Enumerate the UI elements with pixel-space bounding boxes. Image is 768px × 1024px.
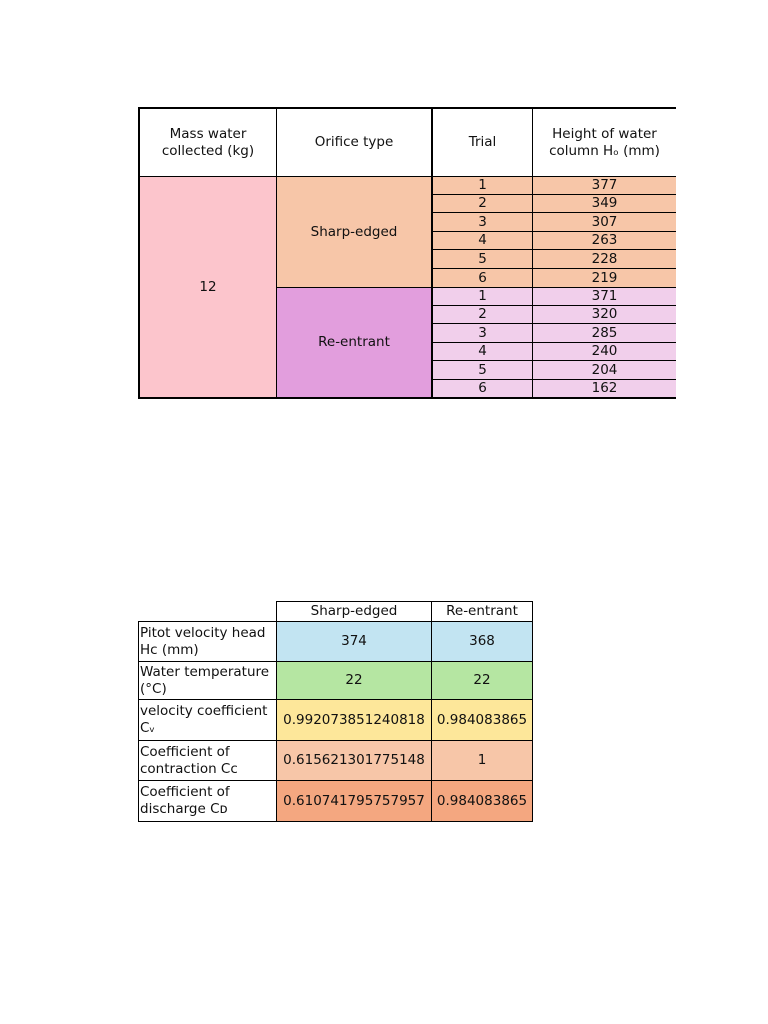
header-mass-water	[138, 107, 277, 177]
height-value: 162	[591, 380, 618, 396]
table-row-height	[532, 360, 676, 380]
height-value: 307	[591, 213, 618, 230]
trial-value: 4	[478, 343, 487, 359]
table-row-height	[532, 249, 676, 269]
trial-value: 1	[478, 288, 487, 304]
value-text: 0.984083865	[436, 711, 528, 728]
mass-value-cell	[138, 176, 277, 399]
height-value: 285	[591, 324, 618, 341]
header-orifice-type	[276, 107, 432, 177]
table-row-trial	[431, 249, 533, 269]
trial-value: 3	[478, 213, 487, 230]
height-value: 371	[591, 288, 618, 304]
row-label-water-temperature	[138, 661, 277, 700]
cell-cv-sharp	[276, 699, 432, 741]
value-text: 374	[341, 633, 367, 649]
col-header-sharp-edged	[276, 601, 432, 622]
table-row-trial	[431, 212, 533, 232]
value-text: 1	[477, 752, 487, 768]
table-row-trial	[431, 287, 533, 306]
value-text: 368	[469, 633, 495, 649]
row-label-text: Pitot velocity head Hᴄ (mm)	[140, 624, 266, 658]
table-row-trial	[431, 194, 533, 213]
table-row-trial	[431, 360, 533, 380]
row-label-velocity-coefficient	[138, 699, 277, 741]
col-header-re-entrant	[431, 601, 533, 622]
cell-pitot-reentrant	[431, 621, 533, 662]
cell-temp-reentrant	[431, 661, 533, 700]
trial-value: 5	[478, 361, 487, 378]
header-trial	[431, 107, 533, 177]
trial-value: 6	[478, 380, 487, 396]
col-header-re-entrant-label: Re-entrant	[446, 603, 518, 619]
orifice-re-entrant-label: Re-entrant	[318, 334, 390, 350]
height-value: 240	[591, 343, 618, 359]
trial-value: 3	[478, 324, 487, 341]
cell-cd-reentrant	[431, 780, 533, 822]
cell-cd-sharp	[276, 780, 432, 822]
value-text: 0.992073851240818	[283, 711, 425, 728]
trial-value: 4	[478, 232, 487, 248]
row-label-text: Coefficient of discharge Cᴅ	[140, 784, 230, 817]
height-value: 204	[591, 361, 618, 378]
table-row-trial	[431, 268, 533, 288]
table-row-trial	[431, 323, 533, 343]
value-text: 0.984083865	[436, 792, 528, 809]
height-value: 349	[591, 195, 618, 211]
table-row-trial	[431, 305, 533, 324]
trial-value: 5	[478, 250, 487, 267]
height-value: 377	[591, 177, 618, 193]
table-row-trial	[431, 176, 533, 195]
cell-cc-sharp	[276, 740, 432, 781]
value-text: 22	[473, 672, 491, 688]
trial-value: 2	[478, 195, 487, 211]
height-value: 228	[591, 250, 618, 267]
trial-value: 2	[478, 306, 487, 322]
mass-value: 12	[199, 278, 217, 295]
row-label-text: Water temperature (°C)	[140, 663, 270, 697]
value-text: 22	[345, 672, 363, 688]
trial-value: 6	[478, 269, 487, 286]
cell-cc-reentrant	[431, 740, 533, 781]
orifice-re-entrant-cell	[276, 287, 432, 399]
height-value: 320	[591, 306, 618, 322]
table-row-height	[532, 194, 676, 213]
orifice-sharp-edged-cell	[276, 176, 432, 288]
table-row-height	[532, 305, 676, 324]
row-label-pitot	[138, 621, 277, 662]
header-orifice-type-label: Orifice type	[314, 134, 394, 150]
value-text: 0.610741795757957	[283, 792, 425, 809]
height-value: 219	[591, 269, 618, 286]
row-label-text: Coefficient of contraction Cᴄ	[140, 743, 238, 777]
header-mass-water-label: Mass water collected (kg)	[161, 125, 255, 159]
table-row-height	[532, 231, 676, 250]
cell-temp-sharp	[276, 661, 432, 700]
table-row-trial	[431, 342, 533, 361]
value-text: 0.615621301775148	[283, 752, 425, 768]
table-row-height	[532, 379, 676, 399]
header-trial-label: Trial	[468, 134, 497, 150]
trial-value: 1	[478, 177, 487, 193]
table-row-trial	[431, 379, 533, 399]
table-row-height	[532, 176, 676, 195]
table-row-height	[532, 342, 676, 361]
header-height-water-label: Height of water column Hₒ (mm)	[549, 125, 660, 159]
cell-pitot-sharp	[276, 621, 432, 662]
row-label-text: velocity coefficient Cᵥ	[140, 703, 268, 736]
table-row-trial	[431, 231, 533, 250]
table-row-height	[532, 287, 676, 306]
col-header-sharp-edged-label: Sharp-edged	[310, 603, 398, 619]
table-row-height	[532, 323, 676, 343]
header-height-water	[532, 107, 676, 177]
orifice-sharp-edged-label: Sharp-edged	[310, 223, 398, 240]
row-label-coefficient-discharge	[138, 780, 277, 822]
row-label-coefficient-contraction	[138, 740, 277, 781]
cell-cv-reentrant	[431, 699, 533, 741]
height-value: 263	[591, 232, 618, 248]
table-row-height	[532, 212, 676, 232]
table-row-height	[532, 268, 676, 288]
